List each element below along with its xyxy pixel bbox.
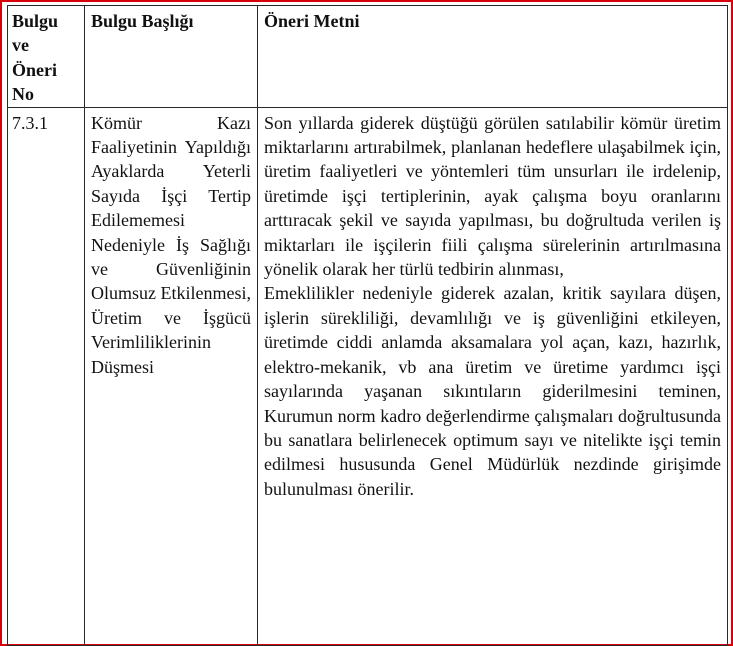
recommendation-text-cell <box>258 107 728 645</box>
finding-number-cell: 7.3.1 <box>8 107 85 645</box>
recommendation-paragraph-2: Emeklilikler nedeniyle giderek azalan, kritik sayılara düşen, işlerin sürekliliği, devamlılığı ve iş güvenliğini etkileyen, üretimde ciddi anlamda aksamalara yol açan, kazı, hazırlık, elektro-mekanik, vb ana üretim ve üretime yardımcı işçi sayılarında yaşanan sıkıntıların giderilmesini teminen, Kurumun norm kadro değerlendirme çalışmaları doğrultusunda bu sanatlara belirlenecek optimum sayı ve nitelikte işçi temin edilmesi hususunda Genel Müdürlük nezdinde girişimde bulunulması önerilir. <box>264 283 721 499</box>
table-row <box>8 107 728 645</box>
header-finding-title: Bulgu Başlığı <box>85 6 258 108</box>
findings-table <box>7 5 728 646</box>
table-header-row <box>8 6 728 108</box>
recommendation-paragraph-1: Son yıllarda giderek düştüğü görülen satılabilir kömür üretim miktarlarını artırabilmek, planlanan hedeflere ulaşabilmek için, üretim faaliyetleri ve yöntemleri tüm unsurları ile irdelenip, üretimde işçi tertiplerinin, ayak çalışma boyu oranlarını arttıracak şekil ve sayıda yapılması, bu doğrultuda verilen iş miktarları ile işçilerin fiili çalışma sürelerinin artırılmasına yönelik olarak her türlü tedbirin alınması, <box>264 112 721 280</box>
header-finding-number: Bulgu ve Öneri No <box>8 6 85 108</box>
finding-title-cell: Kömür Kazı Faaliyetinin Yapıldığı Ayaklarda Yeterli Sayıda İşçi Tertip Edilememesi Nedeniyle İş Sağlığı ve Güvenliğinin Olumsuz Etkilenmesi, Üretim ve İşgücü Verimliliklerinin Düşmesi <box>85 107 258 645</box>
header-recommendation-text: Öneri Metni <box>258 6 728 108</box>
